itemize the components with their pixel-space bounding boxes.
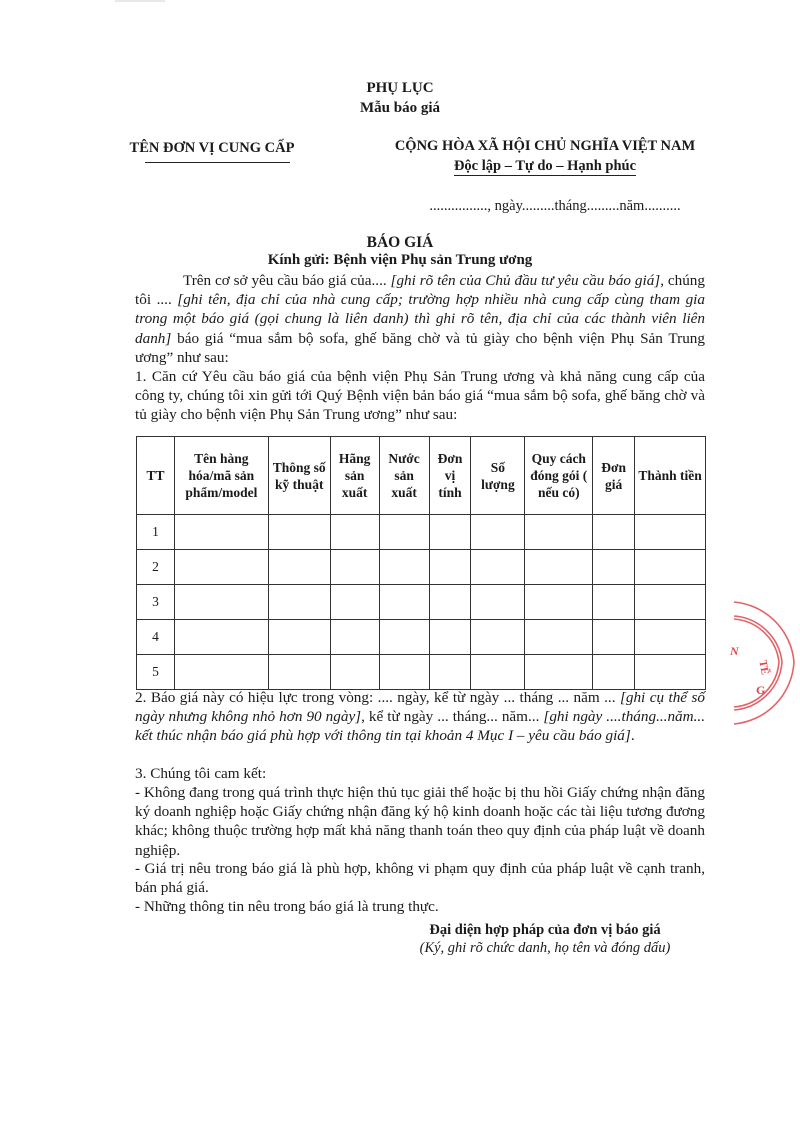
- scan-artifact-line: [115, 0, 165, 2]
- cell-price: [593, 550, 635, 585]
- cell-maker: [330, 550, 379, 585]
- cell-pack: [525, 620, 593, 655]
- signature-note: (Ký, ghi rõ chức danh, họ tên và đóng dấu): [419, 940, 671, 956]
- col-header-country: Nước sản xuất: [379, 437, 429, 515]
- recipient-line: Kính gửi: Bệnh viện Phụ sản Trung ương: [267, 252, 533, 268]
- date-line: ................, ngày.........tháng.........năm..........: [429, 198, 681, 214]
- point-2-text-3: .: [630, 727, 635, 745]
- row-number: 1: [137, 515, 175, 550]
- cell-total: [635, 585, 706, 620]
- motto-text: Độc lập – Tự do – Hạnh phúc: [453, 158, 637, 174]
- col-header-name: Tên hàng hóa/mã sản phẩm/model: [174, 437, 268, 515]
- col-header-qty: Số lượng: [471, 437, 525, 515]
- col-header-maker: Hãng sản xuất: [330, 437, 379, 515]
- cell-pack: [525, 515, 593, 550]
- intro-paragraph: [135, 271, 705, 367]
- row-number: 5: [137, 655, 175, 690]
- cell-total: [635, 620, 706, 655]
- supplier-underline-divider: [145, 162, 290, 163]
- col-header-total: Thành tiền: [635, 437, 706, 515]
- cell-qty: [471, 655, 525, 690]
- stamp-text-g: G: [756, 683, 766, 697]
- table-row: [137, 620, 706, 655]
- row-number: 2: [137, 550, 175, 585]
- supplier-unit-heading: TÊN ĐƠN VỊ CUNG CẤP: [129, 140, 295, 156]
- col-header-unit: Đơn vị tính: [429, 437, 471, 515]
- cell-total: [635, 515, 706, 550]
- cell-country: [379, 655, 429, 690]
- table-row: [137, 515, 706, 550]
- signature-title: Đại diện hợp pháp của đơn vị báo giá: [429, 922, 661, 938]
- national-title: CỘNG HÒA XÃ HỘI CHỦ NGHĨA VIỆT NAM: [394, 138, 696, 154]
- point-2-placeholder-date: [ghi ngày ....tháng...năm... kết thúc nhận báo giá phù hợp với thông tin tại khoản 4 Mục I – yêu cầu báo giá]: [135, 708, 706, 745]
- red-stamp-fragment-icon: [726, 598, 800, 728]
- cell-name: [174, 550, 268, 585]
- intro-text-1: Trên cơ sở yêu cầu báo giá của....: [183, 272, 391, 289]
- cell-name: [174, 655, 268, 690]
- point-2-text-1: 2. Báo giá này có hiệu lực trong vòng: .... ngày, kể từ ngày ... tháng ... năm ...: [135, 689, 620, 706]
- appendix-subtitle: Mẫu báo giá: [359, 100, 440, 116]
- cell-unit: [429, 515, 471, 550]
- cell-price: [593, 620, 635, 655]
- table-header-row: [137, 437, 706, 515]
- cell-unit: [429, 585, 471, 620]
- cell-unit: [429, 655, 471, 690]
- quote-table: [136, 436, 706, 690]
- commitment-item: - Những thông tin nêu trong báo giá là trung thực.: [135, 898, 439, 915]
- col-header-pack: Quy cách đóng gói ( nếu có): [525, 437, 593, 515]
- cell-total: [635, 655, 706, 690]
- cell-country: [379, 550, 429, 585]
- cell-maker: [330, 585, 379, 620]
- cell-pack: [525, 655, 593, 690]
- cell-country: [379, 515, 429, 550]
- cell-qty: [471, 585, 525, 620]
- cell-unit: [429, 550, 471, 585]
- cell-spec: [268, 515, 330, 550]
- point-2-placeholder-days: [ghi cụ thể số ngày nhưng không nhỏ hơn 90 ngày]: [135, 689, 705, 726]
- row-number: 4: [137, 620, 175, 655]
- intro-text-2: , chúng tôi ....: [135, 272, 705, 309]
- point-3-heading: 3. Chúng tôi cam kết:: [135, 765, 267, 782]
- cell-qty: [471, 515, 525, 550]
- cell-qty: [471, 620, 525, 655]
- cell-price: [593, 585, 635, 620]
- cell-pack: [525, 585, 593, 620]
- cell-spec: [268, 620, 330, 655]
- col-header-spec: Thông số kỹ thuật: [268, 437, 330, 515]
- cell-country: [379, 620, 429, 655]
- cell-name: [174, 515, 268, 550]
- col-header-tt: TT: [137, 437, 175, 515]
- cell-price: [593, 515, 635, 550]
- point-2-text-2: , kể từ ngày ... tháng... năm...: [361, 708, 544, 726]
- cell-spec: [268, 585, 330, 620]
- row-number: 3: [137, 585, 175, 620]
- cell-price: [593, 655, 635, 690]
- commitment-item: - Giá trị nêu trong báo giá là phù hợp, không vi phạm quy định của pháp luật về cạnh tranh, bán phá giá.: [135, 860, 705, 897]
- stamp-text-n: N: [730, 644, 739, 658]
- cell-total: [635, 550, 706, 585]
- stamp-text-te: TẾ: [756, 659, 771, 676]
- col-header-price: Đơn giá: [593, 437, 635, 515]
- point-1-paragraph: 1. Căn cứ Yêu cầu báo giá của bệnh viện Phụ Sản Trung ương và khả năng cung cấp của công ty, chúng tôi xin gửi tới Quý Bệnh viện bản báo giá “mua sắm bộ sofa, ghế băng chờ và tủ giày cho bệnh viện Phụ Sản Trung ương” như sau:: [135, 368, 705, 424]
- intro-text-3: báo giá “mua sắm bộ sofa, ghế băng chờ và tủ giày cho bệnh viện Phụ Sản Trung ương” như sau:: [135, 329, 705, 366]
- cell-unit: [429, 620, 471, 655]
- cell-name: [174, 620, 268, 655]
- cell-maker: [330, 655, 379, 690]
- quote-title: BÁO GIÁ: [366, 234, 434, 251]
- cell-spec: [268, 655, 330, 690]
- cell-name: [174, 585, 268, 620]
- table-row: [137, 585, 706, 620]
- national-motto: [380, 158, 710, 175]
- cell-maker: [330, 620, 379, 655]
- intro-placeholder-supplier: [ghi tên, địa chỉ của nhà cung cấp; trường hợp nhiều nhà cung cấp cùng tham gia trong một báo giá (gọi chung là liên danh) thì ghi rõ tên, địa chỉ của các thành viên liên danh]: [135, 291, 705, 347]
- commitment-item: - Không đang trong quá trình thực hiện thủ tục giải thể hoặc bị thu hồi Giấy chứng nhận đăng ký doanh nghiệp hoặc Giấy chứng nhận đăng ký hộ kinh doanh hoặc các tài liệu tương đương khác; không thuộc trường hợp mất khả năng thanh toán theo quy định của pháp luật về doanh nghiệp.: [135, 784, 705, 859]
- appendix-title: PHỤ LỤC: [366, 80, 434, 96]
- cell-pack: [525, 550, 593, 585]
- cell-spec: [268, 550, 330, 585]
- table-row: [137, 550, 706, 585]
- table-row: [137, 655, 706, 690]
- cell-maker: [330, 515, 379, 550]
- cell-qty: [471, 550, 525, 585]
- intro-placeholder-investor: [ghi rõ tên của Chủ đầu tư yêu cầu báo giá]: [390, 272, 661, 289]
- cell-country: [379, 585, 429, 620]
- point-2-paragraph: [135, 688, 705, 746]
